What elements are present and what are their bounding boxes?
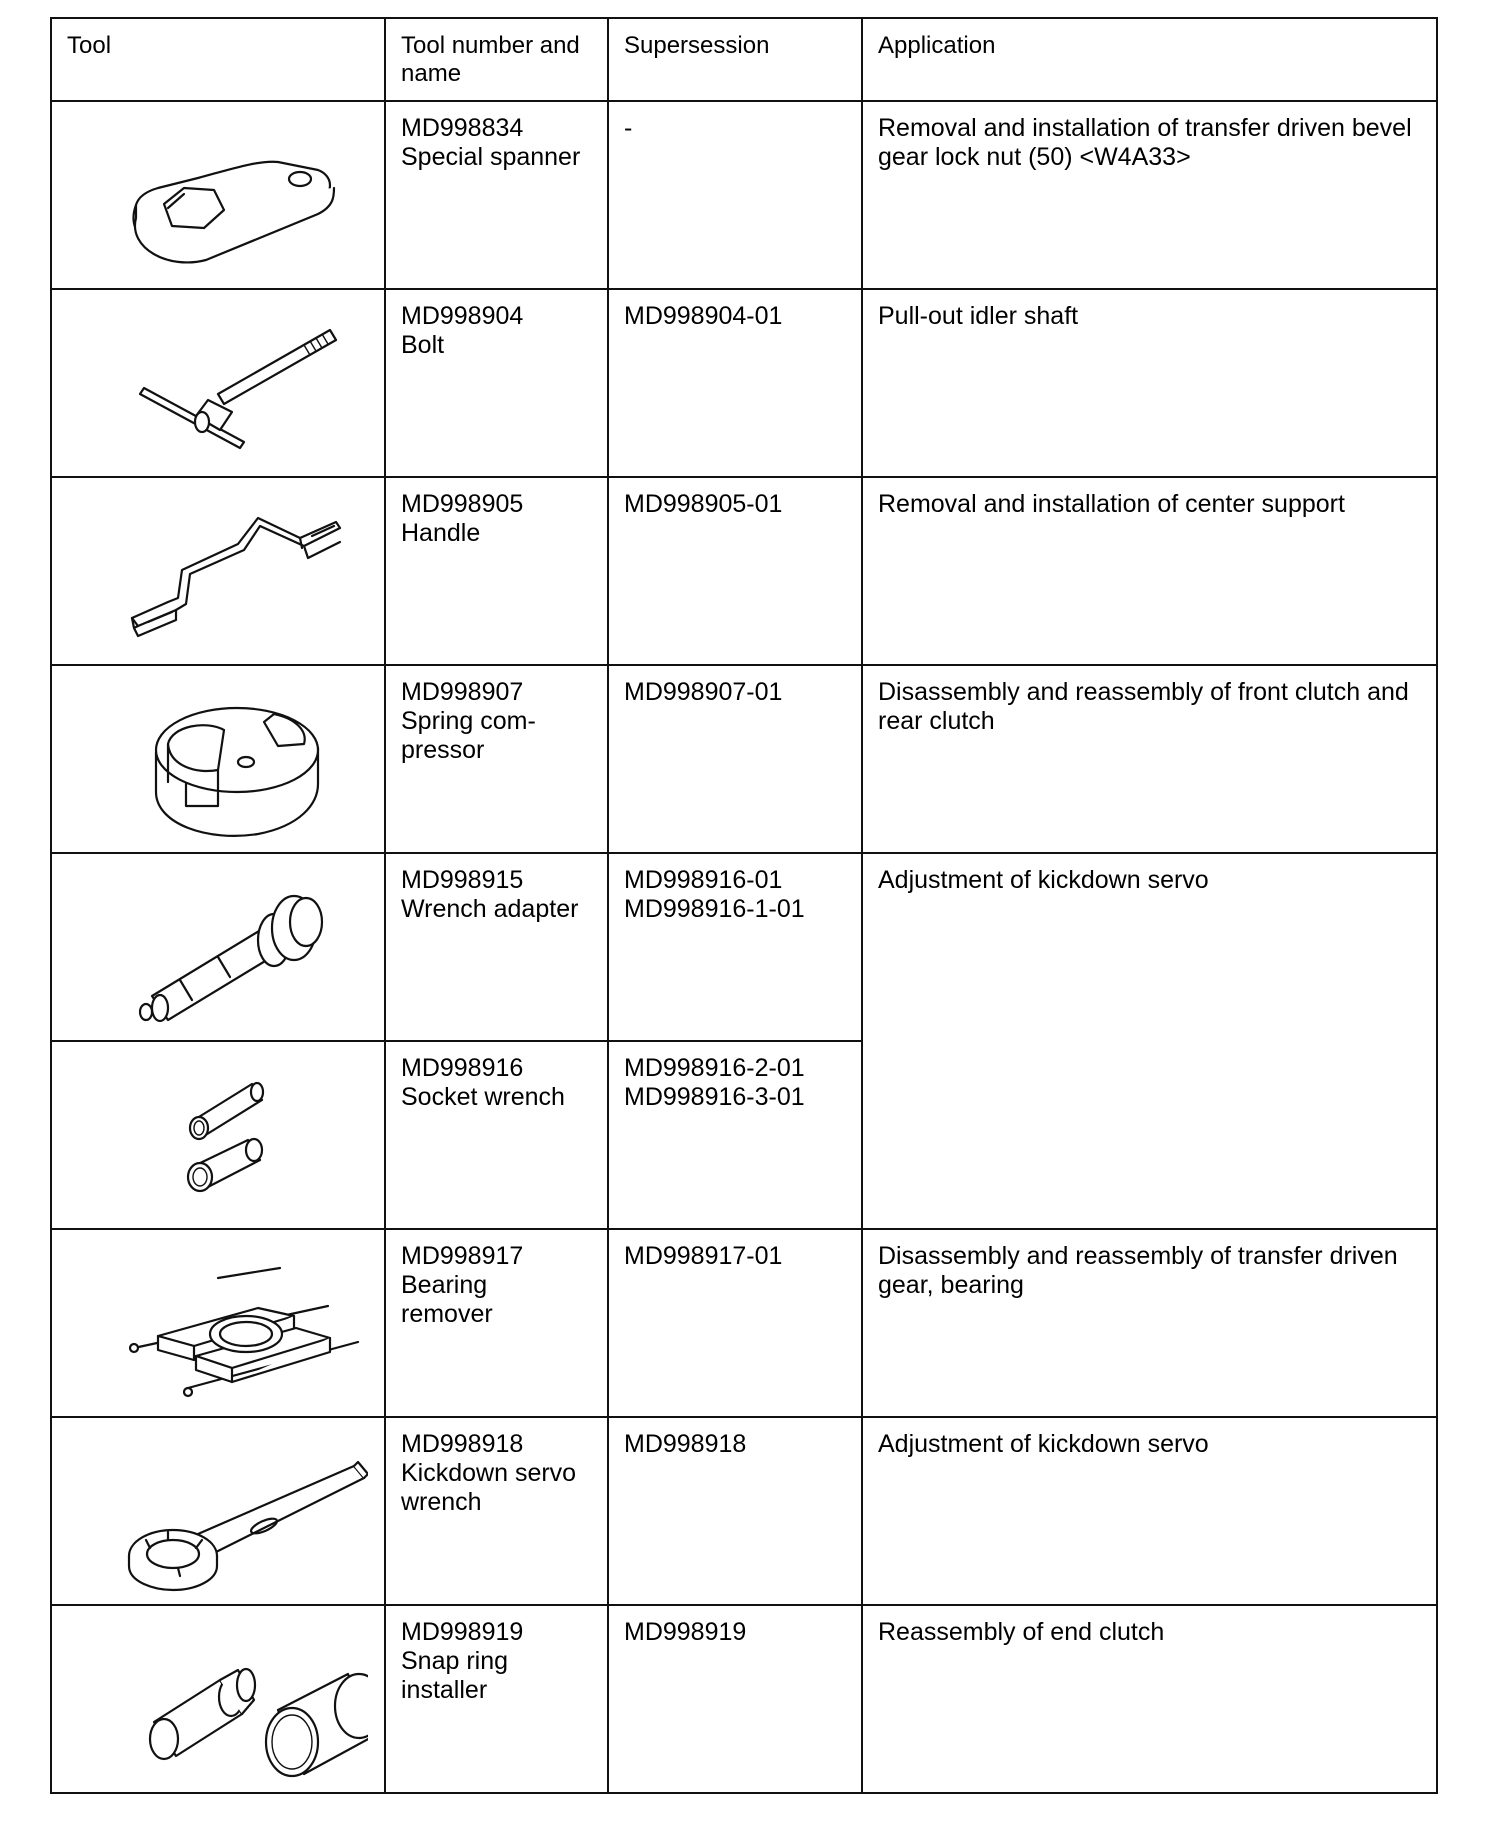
tool-number: MD998905 bbox=[401, 490, 524, 518]
supersession-value: MD998916-2-01 bbox=[624, 1054, 805, 1082]
tool-image-cell bbox=[51, 477, 385, 665]
tool-number-name-cell bbox=[385, 101, 608, 289]
supersession-value: MD998905-01 bbox=[624, 490, 783, 518]
application-cell: Adjustment of kickdown servo bbox=[862, 1417, 1437, 1605]
tool-number-name-cell bbox=[385, 289, 608, 477]
supersession-cell bbox=[608, 665, 862, 853]
tool-number-name-cell bbox=[385, 1041, 608, 1229]
application-cell: Adjustment of kickdown servo bbox=[862, 853, 1437, 1229]
supersession-value: MD998917-01 bbox=[624, 1242, 783, 1270]
tool-number: MD998917 bbox=[401, 1242, 524, 1270]
spring-compressor-icon bbox=[68, 674, 368, 844]
tool-number: MD998916 bbox=[401, 1054, 524, 1082]
tool-name: remover bbox=[401, 1300, 493, 1328]
bolt-icon bbox=[68, 298, 368, 468]
tool-name: Kickdown servo bbox=[401, 1459, 577, 1487]
tool-image-cell bbox=[51, 289, 385, 477]
tool-name: Bearing bbox=[401, 1271, 488, 1299]
tool-name: Socket wrench bbox=[401, 1083, 565, 1111]
application-cell: Removal and installation of center support bbox=[862, 477, 1437, 665]
header-supersession: Supersession bbox=[608, 18, 862, 101]
tool-name: Wrench adapter bbox=[401, 895, 579, 923]
tool-number: MD998834 bbox=[401, 114, 524, 142]
bearing-remover-icon bbox=[68, 1238, 368, 1408]
table-header-row bbox=[51, 18, 1437, 101]
tool-number: MD998915 bbox=[401, 866, 524, 894]
tool-number: MD998907 bbox=[401, 678, 524, 706]
snap-ring-installer-icon bbox=[68, 1614, 368, 1784]
tool-name: Special spanner bbox=[401, 143, 581, 171]
special-spanner-icon bbox=[68, 110, 368, 280]
application-cell: Reassembly of end clutch bbox=[862, 1605, 1437, 1793]
tool-image-cell bbox=[51, 1229, 385, 1417]
tool-number: MD998919 bbox=[401, 1618, 524, 1646]
tool-name: Spring com- bbox=[401, 707, 536, 735]
header-application: Application bbox=[862, 18, 1437, 101]
handle-icon bbox=[68, 486, 368, 656]
special-tools-table bbox=[50, 17, 1438, 1794]
supersession-value: MD998916-01 bbox=[624, 866, 783, 894]
tool-number-name-cell bbox=[385, 853, 608, 1041]
tool-number-name-cell bbox=[385, 1229, 608, 1417]
table-row bbox=[51, 665, 1437, 853]
supersession-cell bbox=[608, 1417, 862, 1605]
supersession-cell bbox=[608, 853, 862, 1041]
supersession-value: MD998918 bbox=[624, 1430, 747, 1458]
tool-number: MD998918 bbox=[401, 1430, 524, 1458]
supersession-value: MD998916-3-01 bbox=[624, 1083, 805, 1111]
wrench-adapter-icon bbox=[68, 862, 368, 1032]
tool-number-name-cell bbox=[385, 665, 608, 853]
tool-image-cell bbox=[51, 1041, 385, 1229]
table-row bbox=[51, 101, 1437, 289]
table-row bbox=[51, 289, 1437, 477]
header-tool-number-name: Tool number and name bbox=[385, 18, 608, 101]
application-cell: Pull-out idler shaft bbox=[862, 289, 1437, 477]
table-row bbox=[51, 1605, 1437, 1793]
supersession-cell bbox=[608, 101, 862, 289]
supersession-value: - bbox=[624, 114, 633, 142]
supersession-value: MD998904-01 bbox=[624, 302, 783, 330]
header-tool: Tool bbox=[51, 18, 385, 101]
tool-name: wrench bbox=[401, 1488, 482, 1516]
socket-wrench-icon bbox=[68, 1050, 368, 1220]
kickdown-servo-wrench-icon bbox=[68, 1426, 368, 1596]
supersession-value: MD998916-1-01 bbox=[624, 895, 805, 923]
table-row bbox=[51, 853, 1437, 1041]
tool-number-name-cell bbox=[385, 1605, 608, 1793]
table-row bbox=[51, 1417, 1437, 1605]
supersession-cell bbox=[608, 1605, 862, 1793]
table-row bbox=[51, 477, 1437, 665]
supersession-value: MD998907-01 bbox=[624, 678, 783, 706]
tool-image-cell bbox=[51, 101, 385, 289]
application-cell: Disassembly and reassembly of transfer driven gear, bearing bbox=[862, 1229, 1437, 1417]
tool-name: installer bbox=[401, 1676, 488, 1704]
supersession-cell bbox=[608, 1229, 862, 1417]
tool-name: Handle bbox=[401, 519, 481, 547]
application-cell: Disassembly and reassembly of front clutch and rear clutch bbox=[862, 665, 1437, 853]
tool-name: pressor bbox=[401, 736, 485, 764]
tool-image-cell bbox=[51, 1605, 385, 1793]
supersession-cell bbox=[608, 289, 862, 477]
table-row bbox=[51, 1229, 1437, 1417]
supersession-cell bbox=[608, 1041, 862, 1229]
supersession-cell bbox=[608, 477, 862, 665]
tool-number: MD998904 bbox=[401, 302, 524, 330]
tool-image-cell bbox=[51, 665, 385, 853]
tool-image-cell bbox=[51, 1417, 385, 1605]
tool-name: Bolt bbox=[401, 331, 445, 359]
tool-number-name-cell bbox=[385, 1417, 608, 1605]
tool-image-cell bbox=[51, 853, 385, 1041]
application-cell: Removal and installation of transfer driven bevel gear lock nut (50) <W4A33> bbox=[862, 101, 1437, 289]
tool-name: Snap ring bbox=[401, 1647, 509, 1675]
supersession-value: MD998919 bbox=[624, 1618, 747, 1646]
tool-number-name-cell bbox=[385, 477, 608, 665]
